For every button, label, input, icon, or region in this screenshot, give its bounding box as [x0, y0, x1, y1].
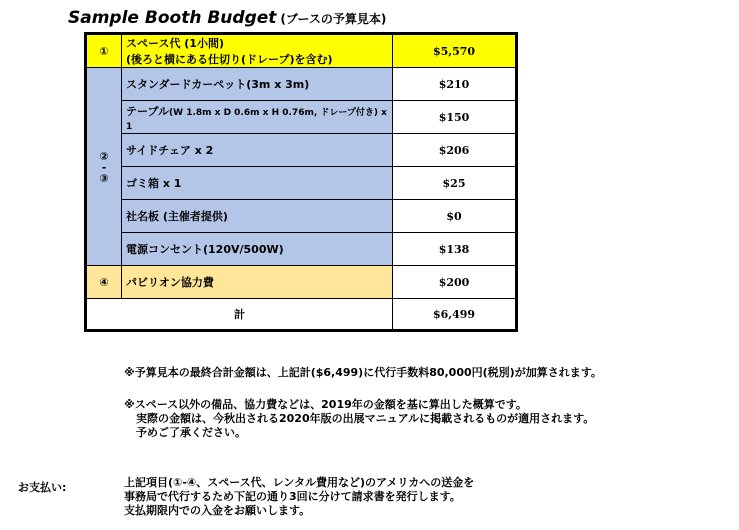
payment-line: 支払期限内での入金をお願いします。	[124, 504, 311, 517]
row-number: ②-③	[86, 68, 122, 266]
note-estimate	[124, 398, 594, 440]
amount-cell: $5,570	[393, 34, 517, 68]
table-row	[86, 167, 517, 200]
total-label: 計	[86, 299, 393, 331]
payment-line: 上記項目(①-④、スペース代、レンタル費用など)のアメリカへの送金を	[124, 476, 475, 489]
item-cell	[122, 34, 393, 68]
amount-cell: $25	[393, 167, 517, 200]
item-cell: サイドチェア x 2	[122, 134, 393, 167]
table-row-pavilion	[86, 266, 517, 299]
table-row	[86, 68, 517, 101]
item-label: スペース代 (1小間)	[126, 37, 224, 50]
item-label: テーブル	[126, 104, 170, 118]
amount-cell: $150	[393, 101, 517, 134]
row-number: ①	[86, 34, 122, 68]
table-row	[86, 101, 517, 134]
item-cell: スタンダードカーペット(3m x 3m)	[122, 68, 393, 101]
page-title	[68, 8, 386, 28]
budget-table	[84, 32, 518, 332]
item-cell: ゴミ箱 x 1	[122, 167, 393, 200]
table-row	[86, 233, 517, 266]
table-row-total	[86, 299, 517, 331]
table-row	[86, 200, 517, 233]
payment-text	[124, 476, 474, 518]
note-line: ※スペース以外の備品、協力費などは、2019年の金額を基に算出した概算です。	[124, 398, 527, 411]
item-cell: 電源コンセント(120V/500W)	[122, 233, 393, 266]
item-cell	[122, 101, 393, 134]
table-row	[86, 134, 517, 167]
amount-cell: $0	[393, 200, 517, 233]
item-sublabel: (後ろと横にある仕切り(ドレープ)を含む)	[126, 53, 333, 66]
amount-cell: $200	[393, 266, 517, 299]
table-row-space	[86, 34, 517, 68]
payment-line: 事務局で代行するため下記の通り3回に分けて請求書を発行します。	[124, 490, 461, 503]
total-amount: $6,499	[393, 299, 517, 331]
payment-label: お支払い:	[18, 481, 67, 494]
note-line: 予めご了承ください。	[136, 426, 246, 439]
item-cell: パビリオン協力費	[122, 266, 393, 299]
row-number: ④	[86, 266, 122, 299]
note-fee: ※予算見本の最終合計金額は、上記計($6,499)に代行手数料80,000円(税別)が加算されます。	[124, 366, 602, 379]
amount-cell: $138	[393, 233, 517, 266]
amount-cell: $210	[393, 68, 517, 101]
title-main: Sample Booth Budget	[68, 8, 277, 28]
title-sub: (ブースの予算見本)	[280, 12, 387, 26]
item-cell: 社名板 (主催者提供)	[122, 200, 393, 233]
item-detail: (W 1.8m x D 0.6m x H 0.76m, ドレープ付き) x 1	[126, 107, 387, 132]
note-line: 実際の金額は、今秋出される2020年版の出展マニュアルに掲載されるものが適用されます。	[136, 412, 595, 425]
amount-cell: $206	[393, 134, 517, 167]
